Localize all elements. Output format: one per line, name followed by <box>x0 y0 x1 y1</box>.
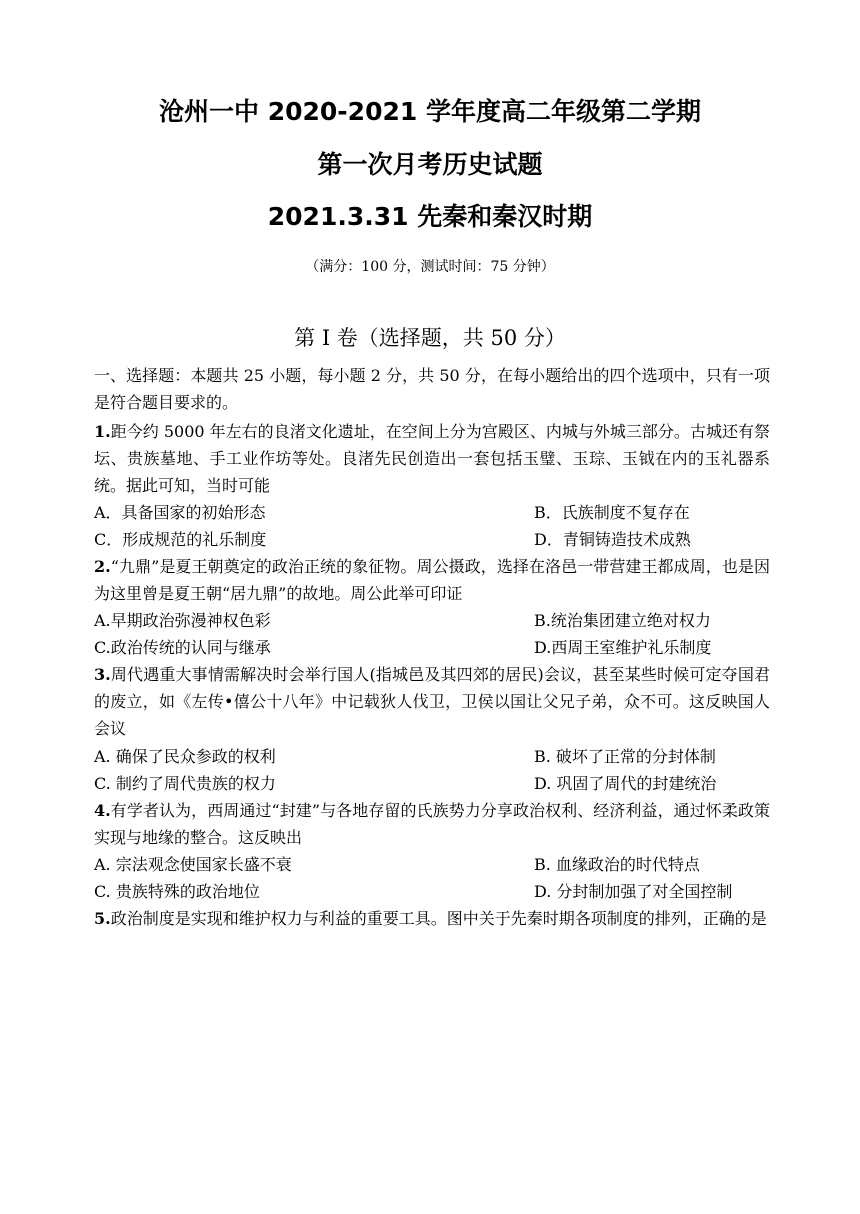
question-2-option-a[interactable]: A.早期政治弥漫神权色彩 <box>94 611 271 630</box>
question-number: 4. <box>94 801 111 820</box>
question-4-option-a[interactable]: A. 宗法观念使国家长盛不衰 <box>94 855 292 874</box>
question-stem: 有学者认为，西周通过“封建”与各地存留的氏族势力分享政治权利、经济利益，通过怀柔政策实现与地缘的整合。这反映出 <box>94 801 770 847</box>
question-2-option-b[interactable]: B.统治集团建立绝对权力 <box>534 611 711 630</box>
question-1-option-d[interactable]: D．青铜铸造技术成熟 <box>534 530 691 549</box>
question-stem: 政治制度是实现和维护权力与利益的重要工具。图中关于先秦时期各项制度的排列，正确的是 <box>110 909 767 928</box>
question-stem: 周代遇重大事情需解决时会举行国人(指城邑及其四郊的居民)会议，甚至某些时候可定夺国君的废立，如《左传•僖公十八年》中记载狄人伐卫，卫侯以国让父兄子弟，众不可。这反映国人会议 <box>94 665 770 738</box>
question-number: 5. <box>94 909 111 928</box>
exam-title-line2: 第一次月考历史试题 <box>317 150 543 179</box>
exam-title-line1: 沧州一中 2020-2021 学年度高二年级第二学期 <box>159 97 701 126</box>
question-3-option-b[interactable]: B. 破坏了正常的分封体制 <box>534 747 716 766</box>
question-2 <box>94 553 770 607</box>
question-3-option-d[interactable]: D. 巩固了周代的封建统治 <box>534 774 717 793</box>
question-3-option-c[interactable]: C. 制约了周代贵族的权力 <box>94 774 276 793</box>
question-4-option-c[interactable]: C. 贵族特殊的政治地位 <box>94 882 260 901</box>
question-1-option-b[interactable]: B．氏族制度不复存在 <box>534 503 690 522</box>
question-number: 3. <box>94 665 111 684</box>
question-stem: 距今约 5000 年左右的良渚文化遗址，在空间上分为宫殿区、内城与外城三部分。古城还有祭坛、贵族墓地、手工业作坊等处。良渚先民创造出一套包括玉璧、玉琮、玉钺在内的玉礼器系统。据此可知，当时可能 <box>94 422 770 495</box>
question-2-option-d[interactable]: D.西周王室维护礼乐制度 <box>534 638 712 657</box>
question-2-option-c[interactable]: C.政治传统的认同与继承 <box>94 638 271 657</box>
question-3 <box>94 661 770 742</box>
exam-title-line3: 2021.3.31 先秦和秦汉时期 <box>267 202 593 231</box>
question-4-option-d[interactable]: D. 分封制加强了对全国控制 <box>534 882 733 901</box>
question-number: 1. <box>94 422 111 441</box>
question-stem: “九鼎”是夏王朝奠定的政治正统的象征物。周公摄政，选择在洛邑一带营建王都成周，也是因为这里曾是夏王朝“居九鼎”的故地。周公此举可印证 <box>94 557 770 603</box>
question-1 <box>94 418 770 499</box>
section-instruction: 一、选择题：本题共 25 小题，每小题 2 分，共 50 分，在每小题给出的四个选项中，只有一项是符合题目要求的。 <box>94 366 770 412</box>
section-title: 第 I 卷（选择题，共 50 分） <box>294 326 566 350</box>
score-time-note: （满分：100 分，测试时间：75 分钟） <box>305 259 555 275</box>
question-3-option-a[interactable]: A. 确保了民众参政的权利 <box>94 747 276 766</box>
question-number: 2. <box>94 557 111 576</box>
question-1-option-a[interactable]: A．具备国家的初始形态 <box>94 503 266 522</box>
question-4 <box>94 797 770 851</box>
question-4-option-b[interactable]: B. 血缘政治的时代特点 <box>534 855 700 874</box>
question-5 <box>94 905 770 932</box>
question-1-option-c[interactable]: C．形成规范的礼乐制度 <box>94 530 267 549</box>
